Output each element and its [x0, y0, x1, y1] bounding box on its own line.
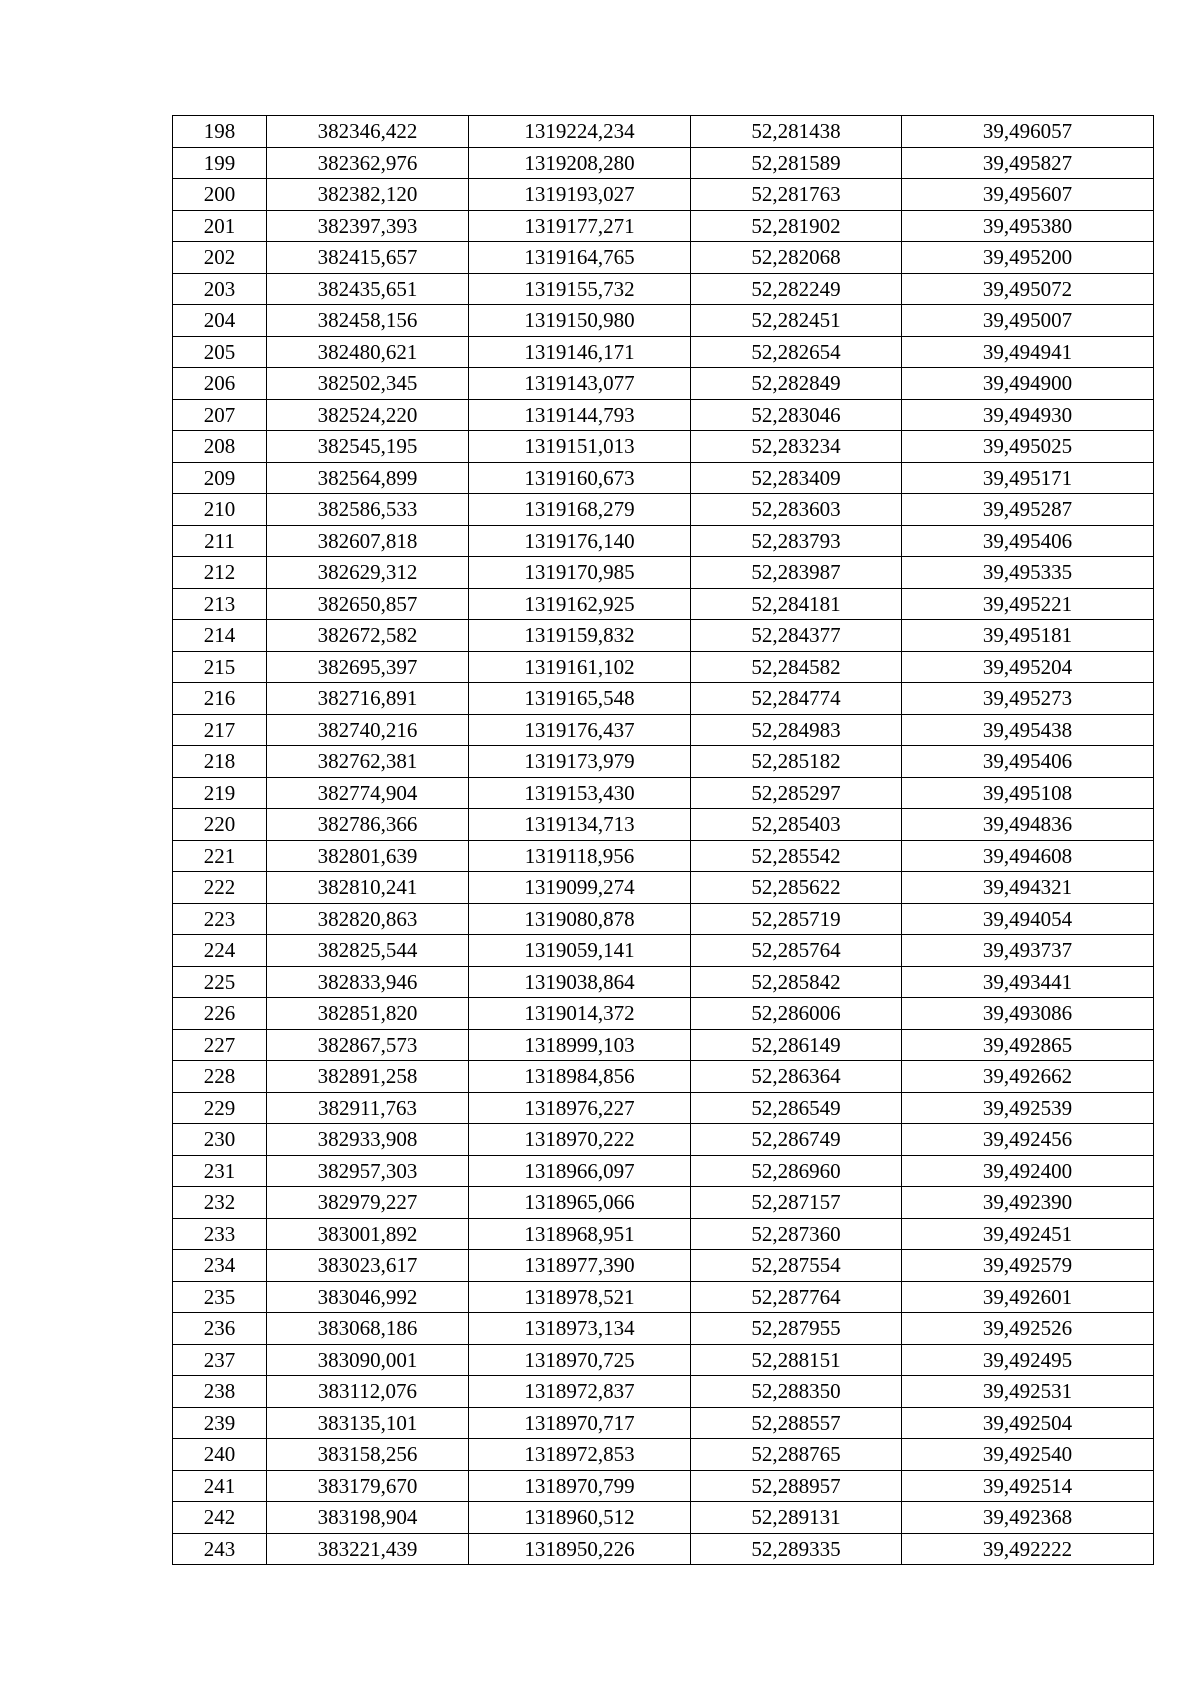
- point-number-cell: 236: [173, 1313, 267, 1345]
- point-number-cell: 215: [173, 651, 267, 683]
- point-number-cell: 204: [173, 305, 267, 337]
- x-coordinate-cell: 382851,820: [267, 998, 469, 1030]
- table-row: [173, 1313, 1154, 1345]
- latitude-cell: 52,288151: [691, 1344, 902, 1376]
- latitude-cell: 52,284983: [691, 714, 902, 746]
- x-coordinate-cell: 382502,345: [267, 368, 469, 400]
- table-row: [173, 1470, 1154, 1502]
- longitude-cell: 39,495171: [902, 462, 1154, 494]
- latitude-cell: 52,283409: [691, 462, 902, 494]
- y-coordinate-cell: 1319038,864: [469, 966, 691, 998]
- table-row: [173, 966, 1154, 998]
- point-number-cell: 229: [173, 1092, 267, 1124]
- longitude-cell: 39,495287: [902, 494, 1154, 526]
- table-row: [173, 746, 1154, 778]
- longitude-cell: 39,492368: [902, 1502, 1154, 1534]
- coordinates-table-body: [173, 116, 1154, 1565]
- table-row: [173, 840, 1154, 872]
- y-coordinate-cell: 1319118,956: [469, 840, 691, 872]
- latitude-cell: 52,281438: [691, 116, 902, 148]
- x-coordinate-cell: 382397,393: [267, 210, 469, 242]
- latitude-cell: 52,285297: [691, 777, 902, 809]
- table-row: [173, 651, 1154, 683]
- table-row: [173, 242, 1154, 274]
- y-coordinate-cell: 1319014,372: [469, 998, 691, 1030]
- table-row: [173, 336, 1154, 368]
- y-coordinate-cell: 1319173,979: [469, 746, 691, 778]
- longitude-cell: 39,494900: [902, 368, 1154, 400]
- point-number-cell: 231: [173, 1155, 267, 1187]
- point-number-cell: 240: [173, 1439, 267, 1471]
- y-coordinate-cell: 1319155,732: [469, 273, 691, 305]
- latitude-cell: 52,285182: [691, 746, 902, 778]
- point-number-cell: 198: [173, 116, 267, 148]
- longitude-cell: 39,493441: [902, 966, 1154, 998]
- latitude-cell: 52,286149: [691, 1029, 902, 1061]
- point-number-cell: 219: [173, 777, 267, 809]
- latitude-cell: 52,285403: [691, 809, 902, 841]
- longitude-cell: 39,492579: [902, 1250, 1154, 1282]
- latitude-cell: 52,281763: [691, 179, 902, 211]
- latitude-cell: 52,285719: [691, 903, 902, 935]
- point-number-cell: 206: [173, 368, 267, 400]
- table-row: [173, 1061, 1154, 1093]
- latitude-cell: 52,288557: [691, 1407, 902, 1439]
- point-number-cell: 199: [173, 147, 267, 179]
- x-coordinate-cell: 382786,366: [267, 809, 469, 841]
- latitude-cell: 52,283234: [691, 431, 902, 463]
- table-row: [173, 683, 1154, 715]
- longitude-cell: 39,495827: [902, 147, 1154, 179]
- table-row: [173, 1281, 1154, 1313]
- longitude-cell: 39,492601: [902, 1281, 1154, 1313]
- latitude-cell: 52,285542: [691, 840, 902, 872]
- y-coordinate-cell: 1318977,390: [469, 1250, 691, 1282]
- x-coordinate-cell: 382586,533: [267, 494, 469, 526]
- latitude-cell: 52,287764: [691, 1281, 902, 1313]
- x-coordinate-cell: 382740,216: [267, 714, 469, 746]
- table-row: [173, 714, 1154, 746]
- point-number-cell: 235: [173, 1281, 267, 1313]
- latitude-cell: 52,282654: [691, 336, 902, 368]
- point-number-cell: 228: [173, 1061, 267, 1093]
- x-coordinate-cell: 382825,544: [267, 935, 469, 967]
- x-coordinate-cell: 383179,670: [267, 1470, 469, 1502]
- x-coordinate-cell: 382801,639: [267, 840, 469, 872]
- longitude-cell: 39,492662: [902, 1061, 1154, 1093]
- point-number-cell: 221: [173, 840, 267, 872]
- point-number-cell: 233: [173, 1218, 267, 1250]
- longitude-cell: 39,493086: [902, 998, 1154, 1030]
- y-coordinate-cell: 1319134,713: [469, 809, 691, 841]
- longitude-cell: 39,495607: [902, 179, 1154, 211]
- longitude-cell: 39,495335: [902, 557, 1154, 589]
- y-coordinate-cell: 1319176,437: [469, 714, 691, 746]
- y-coordinate-cell: 1318970,717: [469, 1407, 691, 1439]
- point-number-cell: 208: [173, 431, 267, 463]
- point-number-cell: 237: [173, 1344, 267, 1376]
- table-row: [173, 210, 1154, 242]
- x-coordinate-cell: 382774,904: [267, 777, 469, 809]
- x-coordinate-cell: 382629,312: [267, 557, 469, 589]
- point-number-cell: 226: [173, 998, 267, 1030]
- longitude-cell: 39,495380: [902, 210, 1154, 242]
- y-coordinate-cell: 1319099,274: [469, 872, 691, 904]
- y-coordinate-cell: 1318970,799: [469, 1470, 691, 1502]
- y-coordinate-cell: 1319208,280: [469, 147, 691, 179]
- x-coordinate-cell: 382833,946: [267, 966, 469, 998]
- longitude-cell: 39,492495: [902, 1344, 1154, 1376]
- point-number-cell: 232: [173, 1187, 267, 1219]
- latitude-cell: 52,286006: [691, 998, 902, 1030]
- y-coordinate-cell: 1319162,925: [469, 588, 691, 620]
- point-number-cell: 217: [173, 714, 267, 746]
- table-row: [173, 872, 1154, 904]
- x-coordinate-cell: 383112,076: [267, 1376, 469, 1408]
- point-number-cell: 222: [173, 872, 267, 904]
- x-coordinate-cell: 382810,241: [267, 872, 469, 904]
- longitude-cell: 39,495204: [902, 651, 1154, 683]
- y-coordinate-cell: 1319143,077: [469, 368, 691, 400]
- y-coordinate-cell: 1318960,512: [469, 1502, 691, 1534]
- x-coordinate-cell: 382867,573: [267, 1029, 469, 1061]
- table-row: [173, 1029, 1154, 1061]
- y-coordinate-cell: 1318970,222: [469, 1124, 691, 1156]
- x-coordinate-cell: 382820,863: [267, 903, 469, 935]
- y-coordinate-cell: 1319153,430: [469, 777, 691, 809]
- x-coordinate-cell: 382695,397: [267, 651, 469, 683]
- table-row: [173, 1250, 1154, 1282]
- table-row: [173, 998, 1154, 1030]
- latitude-cell: 52,283987: [691, 557, 902, 589]
- x-coordinate-cell: 382979,227: [267, 1187, 469, 1219]
- table-row: [173, 1092, 1154, 1124]
- longitude-cell: 39,496057: [902, 116, 1154, 148]
- y-coordinate-cell: 1318984,856: [469, 1061, 691, 1093]
- longitude-cell: 39,493737: [902, 935, 1154, 967]
- y-coordinate-cell: 1318966,097: [469, 1155, 691, 1187]
- y-coordinate-cell: 1319224,234: [469, 116, 691, 148]
- latitude-cell: 52,284582: [691, 651, 902, 683]
- longitude-cell: 39,495406: [902, 525, 1154, 557]
- y-coordinate-cell: 1319151,013: [469, 431, 691, 463]
- x-coordinate-cell: 382762,381: [267, 746, 469, 778]
- point-number-cell: 209: [173, 462, 267, 494]
- x-coordinate-cell: 382672,582: [267, 620, 469, 652]
- x-coordinate-cell: 382891,258: [267, 1061, 469, 1093]
- latitude-cell: 52,283603: [691, 494, 902, 526]
- x-coordinate-cell: 382607,818: [267, 525, 469, 557]
- latitude-cell: 52,289335: [691, 1533, 902, 1565]
- latitude-cell: 52,284181: [691, 588, 902, 620]
- y-coordinate-cell: 1319144,793: [469, 399, 691, 431]
- x-coordinate-cell: 382382,120: [267, 179, 469, 211]
- point-number-cell: 202: [173, 242, 267, 274]
- point-number-cell: 213: [173, 588, 267, 620]
- longitude-cell: 39,492451: [902, 1218, 1154, 1250]
- x-coordinate-cell: 382346,422: [267, 116, 469, 148]
- longitude-cell: 39,494054: [902, 903, 1154, 935]
- latitude-cell: 52,285842: [691, 966, 902, 998]
- table-row: [173, 368, 1154, 400]
- longitude-cell: 39,495072: [902, 273, 1154, 305]
- x-coordinate-cell: 383001,892: [267, 1218, 469, 1250]
- table-row: [173, 1155, 1154, 1187]
- point-number-cell: 227: [173, 1029, 267, 1061]
- x-coordinate-cell: 383023,617: [267, 1250, 469, 1282]
- point-number-cell: 220: [173, 809, 267, 841]
- x-coordinate-cell: 382933,908: [267, 1124, 469, 1156]
- y-coordinate-cell: 1319176,140: [469, 525, 691, 557]
- table-row: [173, 809, 1154, 841]
- latitude-cell: 52,282068: [691, 242, 902, 274]
- table-row: [173, 557, 1154, 589]
- point-number-cell: 230: [173, 1124, 267, 1156]
- x-coordinate-cell: 383068,186: [267, 1313, 469, 1345]
- y-coordinate-cell: 1319164,765: [469, 242, 691, 274]
- y-coordinate-cell: 1318972,853: [469, 1439, 691, 1471]
- longitude-cell: 39,495007: [902, 305, 1154, 337]
- x-coordinate-cell: 382911,763: [267, 1092, 469, 1124]
- y-coordinate-cell: 1319161,102: [469, 651, 691, 683]
- x-coordinate-cell: 382957,303: [267, 1155, 469, 1187]
- longitude-cell: 39,494608: [902, 840, 1154, 872]
- y-coordinate-cell: 1318973,134: [469, 1313, 691, 1345]
- y-coordinate-cell: 1318999,103: [469, 1029, 691, 1061]
- point-number-cell: 242: [173, 1502, 267, 1534]
- y-coordinate-cell: 1318978,521: [469, 1281, 691, 1313]
- table-row: [173, 525, 1154, 557]
- latitude-cell: 52,285764: [691, 935, 902, 967]
- longitude-cell: 39,495406: [902, 746, 1154, 778]
- point-number-cell: 234: [173, 1250, 267, 1282]
- table-row: [173, 431, 1154, 463]
- table-row: [173, 116, 1154, 148]
- longitude-cell: 39,492390: [902, 1187, 1154, 1219]
- longitude-cell: 39,494321: [902, 872, 1154, 904]
- longitude-cell: 39,492504: [902, 1407, 1154, 1439]
- longitude-cell: 39,495025: [902, 431, 1154, 463]
- longitude-cell: 39,495200: [902, 242, 1154, 274]
- point-number-cell: 243: [173, 1533, 267, 1565]
- longitude-cell: 39,492456: [902, 1124, 1154, 1156]
- table-row: [173, 1187, 1154, 1219]
- table-row: [173, 273, 1154, 305]
- x-coordinate-cell: 383158,256: [267, 1439, 469, 1471]
- x-coordinate-cell: 383046,992: [267, 1281, 469, 1313]
- y-coordinate-cell: 1319146,171: [469, 336, 691, 368]
- y-coordinate-cell: 1319170,985: [469, 557, 691, 589]
- y-coordinate-cell: 1319168,279: [469, 494, 691, 526]
- longitude-cell: 39,492865: [902, 1029, 1154, 1061]
- longitude-cell: 39,495108: [902, 777, 1154, 809]
- latitude-cell: 52,288350: [691, 1376, 902, 1408]
- longitude-cell: 39,494930: [902, 399, 1154, 431]
- table-row: [173, 1376, 1154, 1408]
- point-number-cell: 203: [173, 273, 267, 305]
- longitude-cell: 39,495438: [902, 714, 1154, 746]
- y-coordinate-cell: 1319080,878: [469, 903, 691, 935]
- x-coordinate-cell: 383135,101: [267, 1407, 469, 1439]
- latitude-cell: 52,282451: [691, 305, 902, 337]
- x-coordinate-cell: 383090,001: [267, 1344, 469, 1376]
- longitude-cell: 39,492539: [902, 1092, 1154, 1124]
- longitude-cell: 39,492526: [902, 1313, 1154, 1345]
- latitude-cell: 52,288765: [691, 1439, 902, 1471]
- longitude-cell: 39,492400: [902, 1155, 1154, 1187]
- table-row: [173, 777, 1154, 809]
- x-coordinate-cell: 383198,904: [267, 1502, 469, 1534]
- latitude-cell: 52,283793: [691, 525, 902, 557]
- latitude-cell: 52,287955: [691, 1313, 902, 1345]
- latitude-cell: 52,289131: [691, 1502, 902, 1534]
- latitude-cell: 52,287157: [691, 1187, 902, 1219]
- table-row: [173, 1502, 1154, 1534]
- table-row: [173, 620, 1154, 652]
- x-coordinate-cell: 382650,857: [267, 588, 469, 620]
- table-row: [173, 1344, 1154, 1376]
- table-row: [173, 399, 1154, 431]
- y-coordinate-cell: 1318970,725: [469, 1344, 691, 1376]
- x-coordinate-cell: 382480,621: [267, 336, 469, 368]
- latitude-cell: 52,284377: [691, 620, 902, 652]
- point-number-cell: 218: [173, 746, 267, 778]
- table-row: [173, 935, 1154, 967]
- y-coordinate-cell: 1318965,066: [469, 1187, 691, 1219]
- table-row: [173, 903, 1154, 935]
- point-number-cell: 211: [173, 525, 267, 557]
- point-number-cell: 241: [173, 1470, 267, 1502]
- table-row: [173, 305, 1154, 337]
- latitude-cell: 52,285622: [691, 872, 902, 904]
- point-number-cell: 238: [173, 1376, 267, 1408]
- point-number-cell: 201: [173, 210, 267, 242]
- point-number-cell: 214: [173, 620, 267, 652]
- longitude-cell: 39,492514: [902, 1470, 1154, 1502]
- table-row: [173, 1124, 1154, 1156]
- latitude-cell: 52,287554: [691, 1250, 902, 1282]
- longitude-cell: 39,492531: [902, 1376, 1154, 1408]
- latitude-cell: 52,286549: [691, 1092, 902, 1124]
- y-coordinate-cell: 1319150,980: [469, 305, 691, 337]
- table-row: [173, 1533, 1154, 1565]
- x-coordinate-cell: 382716,891: [267, 683, 469, 715]
- table-row: [173, 1439, 1154, 1471]
- x-coordinate-cell: 382564,899: [267, 462, 469, 494]
- point-number-cell: 207: [173, 399, 267, 431]
- point-number-cell: 200: [173, 179, 267, 211]
- latitude-cell: 52,286960: [691, 1155, 902, 1187]
- latitude-cell: 52,283046: [691, 399, 902, 431]
- x-coordinate-cell: 382458,156: [267, 305, 469, 337]
- y-coordinate-cell: 1319165,548: [469, 683, 691, 715]
- x-coordinate-cell: 382524,220: [267, 399, 469, 431]
- y-coordinate-cell: 1319160,673: [469, 462, 691, 494]
- x-coordinate-cell: 382435,651: [267, 273, 469, 305]
- longitude-cell: 39,492540: [902, 1439, 1154, 1471]
- latitude-cell: 52,287360: [691, 1218, 902, 1250]
- latitude-cell: 52,284774: [691, 683, 902, 715]
- point-number-cell: 205: [173, 336, 267, 368]
- y-coordinate-cell: 1319177,271: [469, 210, 691, 242]
- y-coordinate-cell: 1318950,226: [469, 1533, 691, 1565]
- table-row: [173, 462, 1154, 494]
- y-coordinate-cell: 1319159,832: [469, 620, 691, 652]
- longitude-cell: 39,495181: [902, 620, 1154, 652]
- x-coordinate-cell: 382362,976: [267, 147, 469, 179]
- table-row: [173, 494, 1154, 526]
- point-number-cell: 224: [173, 935, 267, 967]
- longitude-cell: 39,494836: [902, 809, 1154, 841]
- table-row: [173, 147, 1154, 179]
- y-coordinate-cell: 1318968,951: [469, 1218, 691, 1250]
- x-coordinate-cell: 383221,439: [267, 1533, 469, 1565]
- longitude-cell: 39,495273: [902, 683, 1154, 715]
- longitude-cell: 39,495221: [902, 588, 1154, 620]
- y-coordinate-cell: 1319193,027: [469, 179, 691, 211]
- latitude-cell: 52,286749: [691, 1124, 902, 1156]
- table-row: [173, 1407, 1154, 1439]
- point-number-cell: 210: [173, 494, 267, 526]
- point-number-cell: 216: [173, 683, 267, 715]
- y-coordinate-cell: 1319059,141: [469, 935, 691, 967]
- table-row: [173, 588, 1154, 620]
- latitude-cell: 52,288957: [691, 1470, 902, 1502]
- y-coordinate-cell: 1318976,227: [469, 1092, 691, 1124]
- coordinates-table: [172, 115, 1154, 1565]
- y-coordinate-cell: 1318972,837: [469, 1376, 691, 1408]
- latitude-cell: 52,282849: [691, 368, 902, 400]
- x-coordinate-cell: 382545,195: [267, 431, 469, 463]
- point-number-cell: 239: [173, 1407, 267, 1439]
- latitude-cell: 52,282249: [691, 273, 902, 305]
- table-row: [173, 1218, 1154, 1250]
- point-number-cell: 225: [173, 966, 267, 998]
- table-row: [173, 179, 1154, 211]
- longitude-cell: 39,492222: [902, 1533, 1154, 1565]
- point-number-cell: 223: [173, 903, 267, 935]
- x-coordinate-cell: 382415,657: [267, 242, 469, 274]
- latitude-cell: 52,286364: [691, 1061, 902, 1093]
- latitude-cell: 52,281589: [691, 147, 902, 179]
- point-number-cell: 212: [173, 557, 267, 589]
- latitude-cell: 52,281902: [691, 210, 902, 242]
- longitude-cell: 39,494941: [902, 336, 1154, 368]
